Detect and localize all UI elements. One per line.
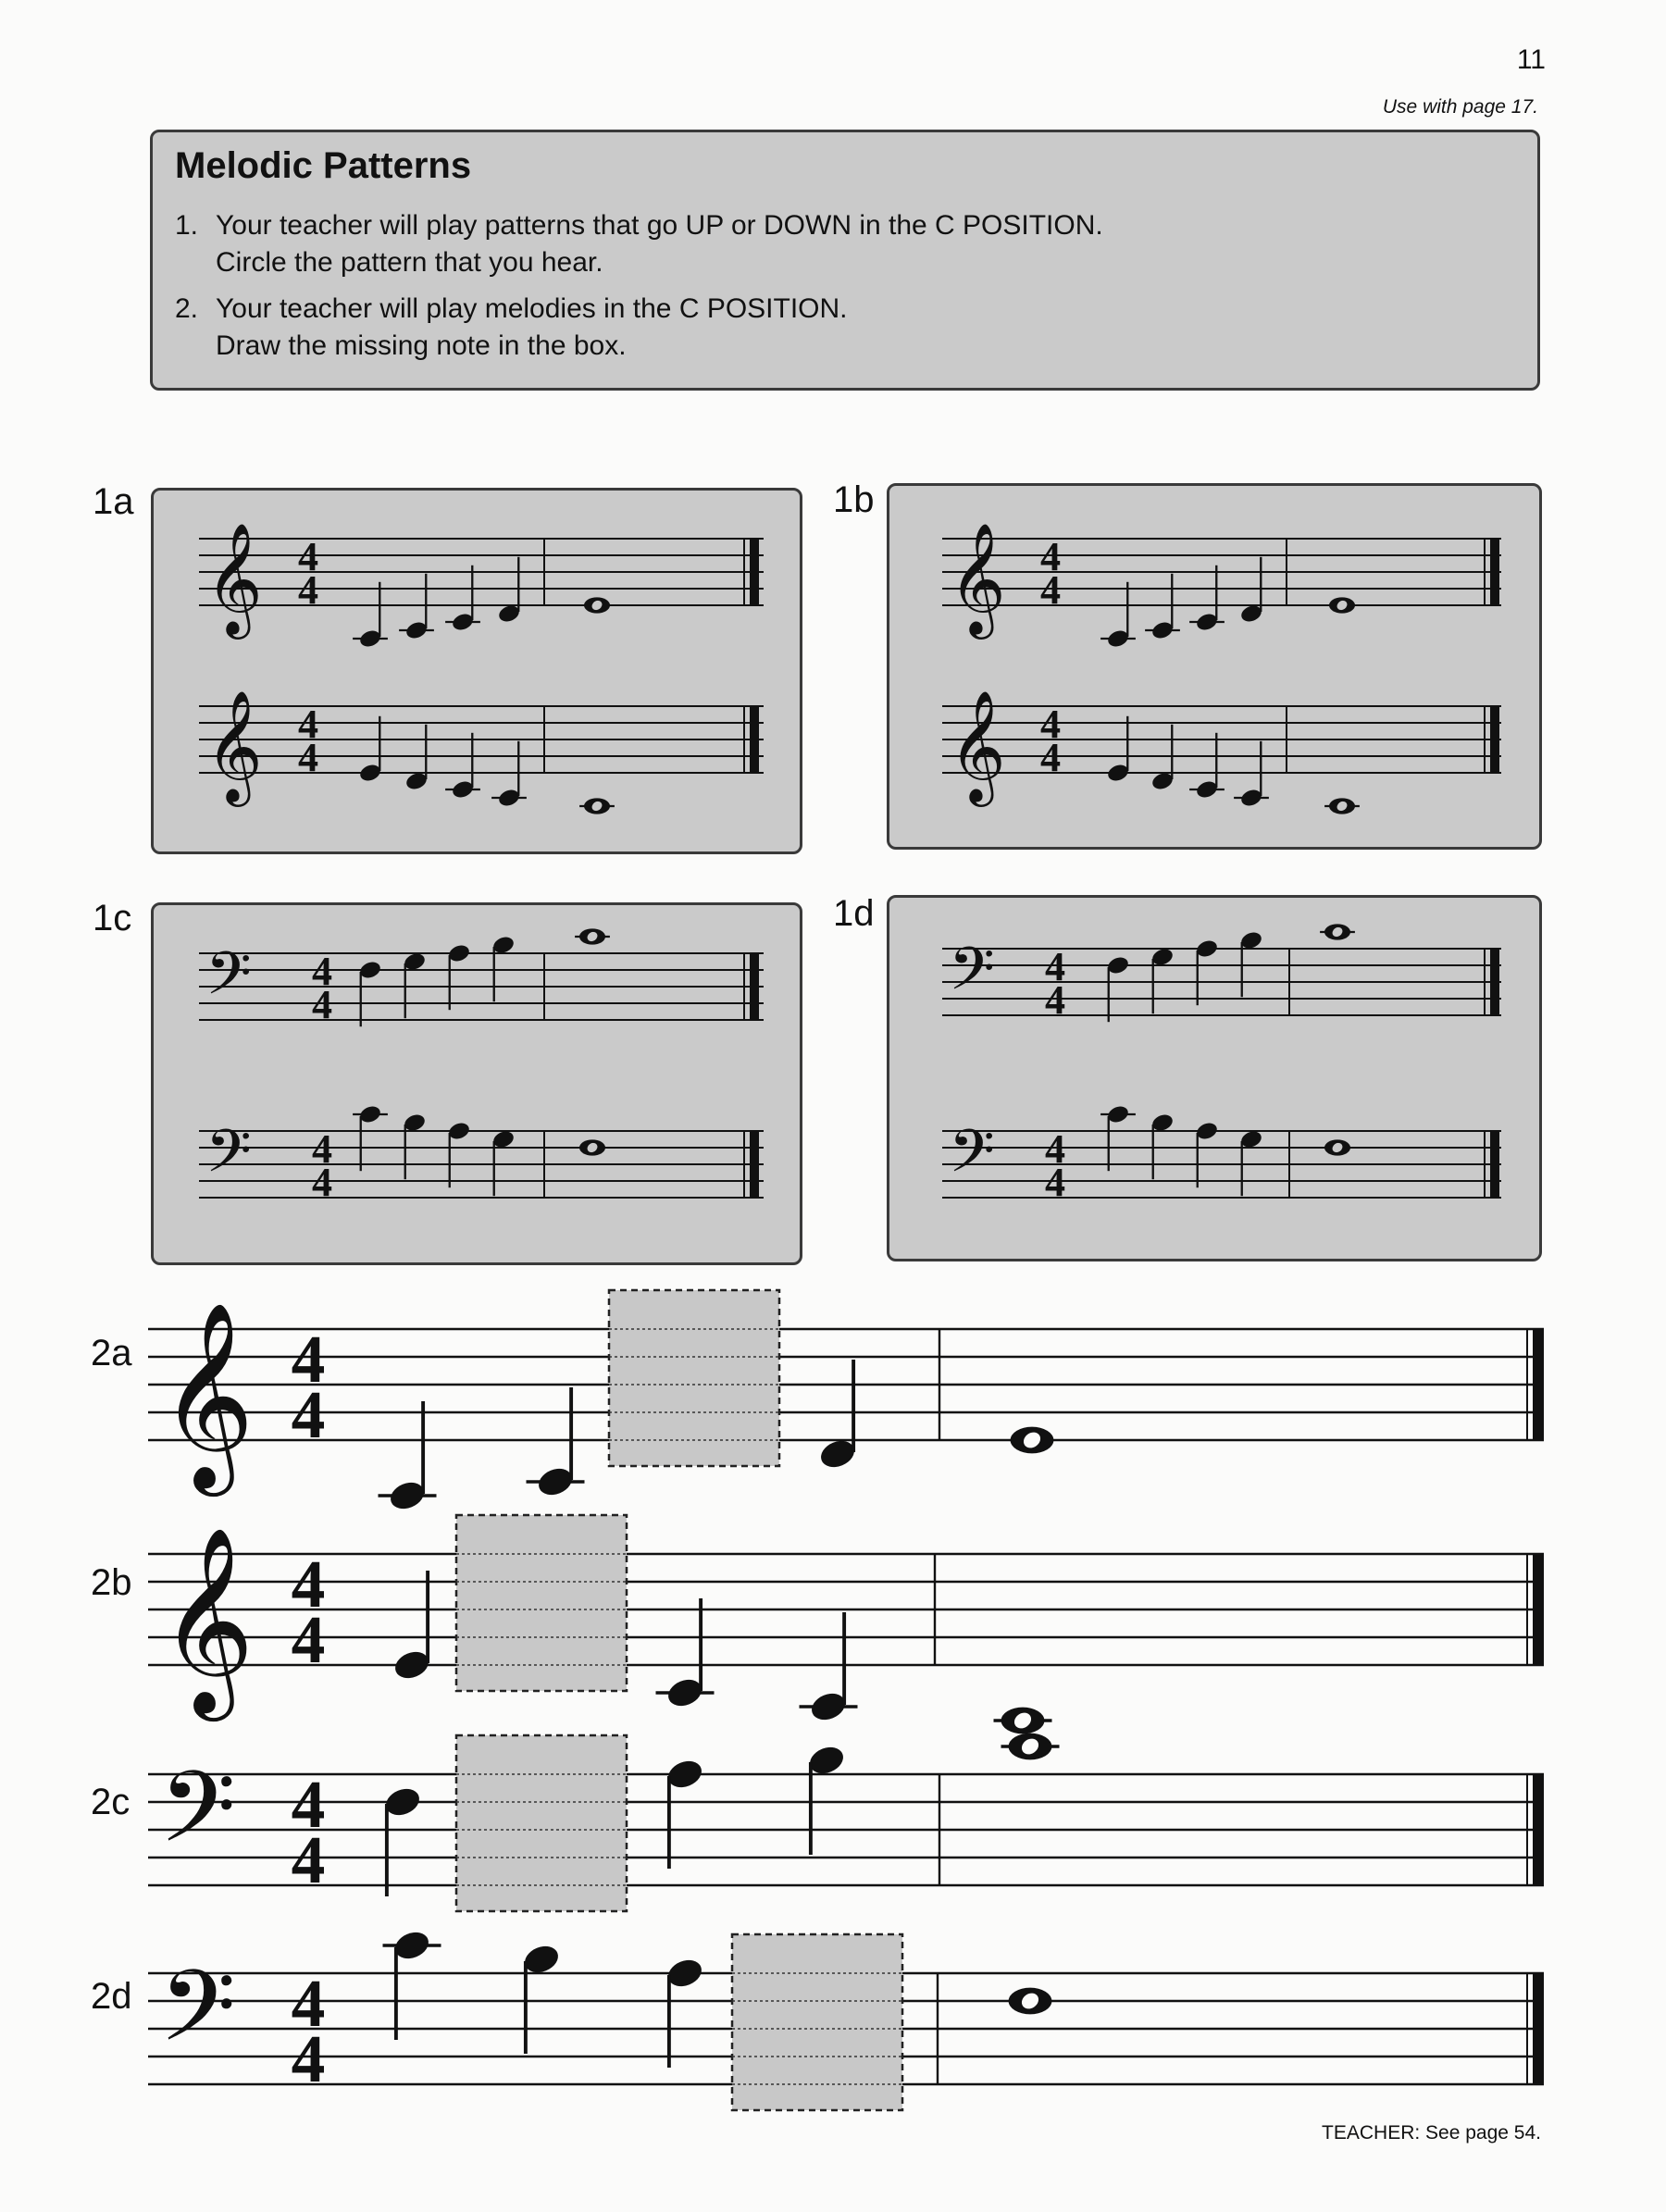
time-signature-bottom: 4 bbox=[1044, 1160, 1066, 1206]
final-barline-thick bbox=[1490, 1131, 1499, 1198]
instruction-text: Circle the pattern that you hear. bbox=[216, 247, 603, 278]
treble-clef-icon: 𝄞 bbox=[159, 1300, 255, 1489]
time-signature-top: 4 bbox=[291, 1966, 326, 2041]
exercise-label-1d: 1d bbox=[833, 893, 875, 934]
bass-clef-icon: 𝄢 bbox=[205, 1116, 252, 1200]
bass-clef-icon: 𝄢 bbox=[159, 1949, 236, 2088]
treble-clef-icon: 𝄞 bbox=[205, 689, 263, 802]
time-signature-bottom: 4 bbox=[291, 1602, 326, 1677]
final-barline-thick bbox=[750, 539, 759, 605]
bass-clef-icon: 𝄢 bbox=[949, 934, 995, 1018]
exercise-label-1a: 1a bbox=[93, 481, 134, 522]
exercise-label-2a: 2a bbox=[91, 1333, 132, 1373]
time-signature-bottom: 4 bbox=[291, 1822, 326, 1897]
instruction-text: Draw the missing note in the box. bbox=[216, 330, 627, 361]
instruction-number: 1. bbox=[175, 210, 199, 241]
exercise-label-2b: 2b bbox=[91, 1562, 132, 1603]
final-barline-thick bbox=[1490, 949, 1499, 1015]
treble-clef-icon: 𝄞 bbox=[949, 521, 1006, 635]
bass-clef-icon: 𝄢 bbox=[949, 1116, 995, 1200]
final-barline-thick bbox=[1490, 706, 1499, 773]
time-signature-top: 4 bbox=[311, 1126, 333, 1173]
exercise-label-1b: 1b bbox=[833, 479, 875, 520]
bass-clef-icon: 𝄢 bbox=[159, 1750, 236, 1889]
time-signature-bottom: 4 bbox=[297, 735, 319, 781]
time-signature-bottom: 4 bbox=[297, 567, 319, 614]
use-with-reference: Use with page 17. bbox=[1382, 96, 1538, 118]
final-barline-thick bbox=[750, 953, 759, 1020]
time-signature-top: 4 bbox=[291, 1547, 326, 1622]
time-signature-bottom: 4 bbox=[1039, 735, 1062, 781]
final-barline-thick bbox=[1533, 1554, 1544, 1665]
time-signature-bottom: 4 bbox=[291, 2021, 326, 2096]
time-signature-top: 4 bbox=[311, 949, 333, 995]
section-title: Melodic Patterns bbox=[175, 145, 472, 186]
final-barline-thick bbox=[1533, 1973, 1544, 2084]
final-barline-thick bbox=[1533, 1774, 1544, 1885]
time-signature-bottom: 4 bbox=[1039, 567, 1062, 614]
exercise-label-1c: 1c bbox=[93, 898, 132, 938]
exercise-label-2d: 2d bbox=[91, 1976, 132, 2017]
exercise-label-2c: 2c bbox=[91, 1782, 131, 1822]
time-signature-bottom: 4 bbox=[1044, 977, 1066, 1024]
teacher-note: TEACHER: See page 54. bbox=[1322, 2122, 1541, 2144]
treble-clef-icon: 𝄞 bbox=[159, 1525, 255, 1714]
instruction-text: Your teacher will play patterns that go UP or DOWN in the C POSITION. bbox=[216, 210, 1103, 241]
time-signature-top: 4 bbox=[1044, 1126, 1066, 1173]
treble-clef-icon: 𝄞 bbox=[949, 689, 1006, 802]
time-signature-top: 4 bbox=[1039, 534, 1062, 580]
final-barline-thick bbox=[750, 706, 759, 773]
instruction-text: Your teacher will play melodies in the C POSITION. bbox=[216, 293, 848, 324]
time-signature-top: 4 bbox=[297, 702, 319, 748]
treble-clef-icon: 𝄞 bbox=[205, 521, 263, 635]
time-signature-bottom: 4 bbox=[311, 1160, 333, 1206]
time-signature-top: 4 bbox=[291, 1322, 326, 1397]
time-signature-bottom: 4 bbox=[311, 982, 333, 1028]
final-barline-thick bbox=[750, 1131, 759, 1198]
time-signature-top: 4 bbox=[1039, 702, 1062, 748]
final-barline-thick bbox=[1490, 539, 1499, 605]
time-signature-bottom: 4 bbox=[291, 1377, 326, 1452]
instruction-number: 2. bbox=[175, 293, 199, 324]
time-signature-top: 4 bbox=[297, 534, 319, 580]
page-number: 11 bbox=[1516, 44, 1546, 75]
final-barline-thick bbox=[1533, 1329, 1544, 1440]
bass-clef-icon: 𝄢 bbox=[205, 938, 252, 1023]
time-signature-top: 4 bbox=[291, 1767, 326, 1842]
time-signature-top: 4 bbox=[1044, 944, 1066, 990]
